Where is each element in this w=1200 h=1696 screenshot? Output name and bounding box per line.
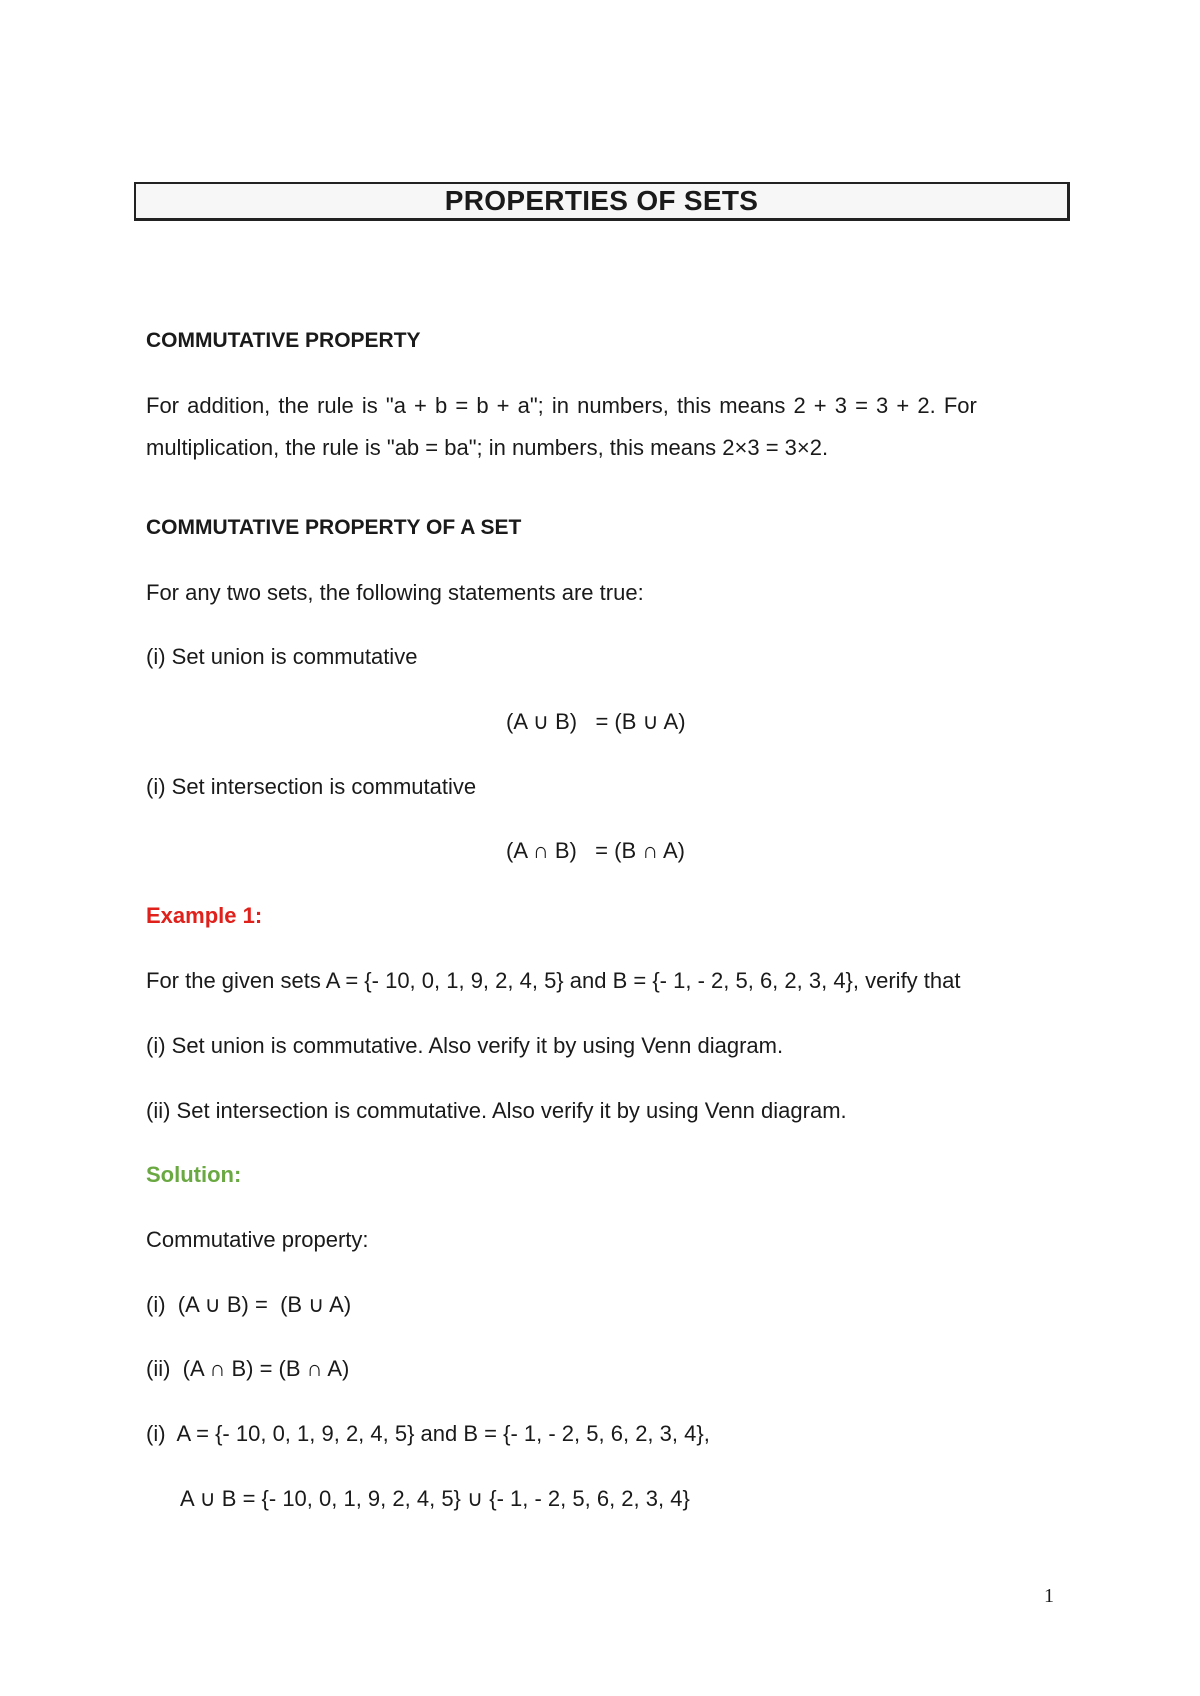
example-part: (i) Set union is commutative. Also verify it by using Venn diagram. [146,1033,784,1058]
page-title: PROPERTIES OF SETS [444,185,759,216]
solution-label: Solution: [146,1162,242,1187]
solution-line: (i) A = {- 10, 0, 1, 9, 2, 4, 5} and B = {- 1, - 2, 5, 6, 2, 3, 4}, [146,1421,710,1446]
example-label: Example 1: [146,903,263,928]
list-item: (i) Set union is commutative [146,644,418,669]
intro-text: For any two sets, the following statements are true: [146,580,644,605]
title-box [134,182,1070,221]
paragraph-line: For addition, the rule is "a + b = b + a"; in numbers, this means 2 + 3 = 3 + 2. For [146,393,977,418]
example-part: (ii) Set intersection is commutative. Also verify it by using Venn diagram. [146,1098,847,1123]
solution-line: A ∪ B = {- 10, 0, 1, 9, 2, 4, 5} ∪ {- 1, - 2, 5, 6, 2, 3, 4} [180,1486,690,1511]
page-number: 1 [1044,1585,1054,1607]
section-heading-commutative-set: COMMUTATIVE PROPERTY OF A SET [146,516,522,539]
equation-union: (A ∪ B) = (B ∪ A) [506,709,686,734]
solution-intro: Commutative property: [146,1227,369,1252]
solution-line: (i) (A ∪ B) = (B ∪ A) [146,1292,352,1317]
section-heading-commutative: COMMUTATIVE PROPERTY [146,329,421,352]
paragraph-line: multiplication, the rule is "ab = ba"; in numbers, this means 2×3 = 3×2. [146,435,829,460]
example-statement: For the given sets A = {- 10, 0, 1, 9, 2, 4, 5} and B = {- 1, - 2, 5, 6, 2, 3, 4}, verify that [146,968,961,993]
solution-line: (ii) (A ∩ B) = (B ∩ A) [146,1356,350,1381]
equation-intersection: (A ∩ B) = (B ∩ A) [506,838,685,863]
list-item: (i) Set intersection is commutative [146,774,477,799]
